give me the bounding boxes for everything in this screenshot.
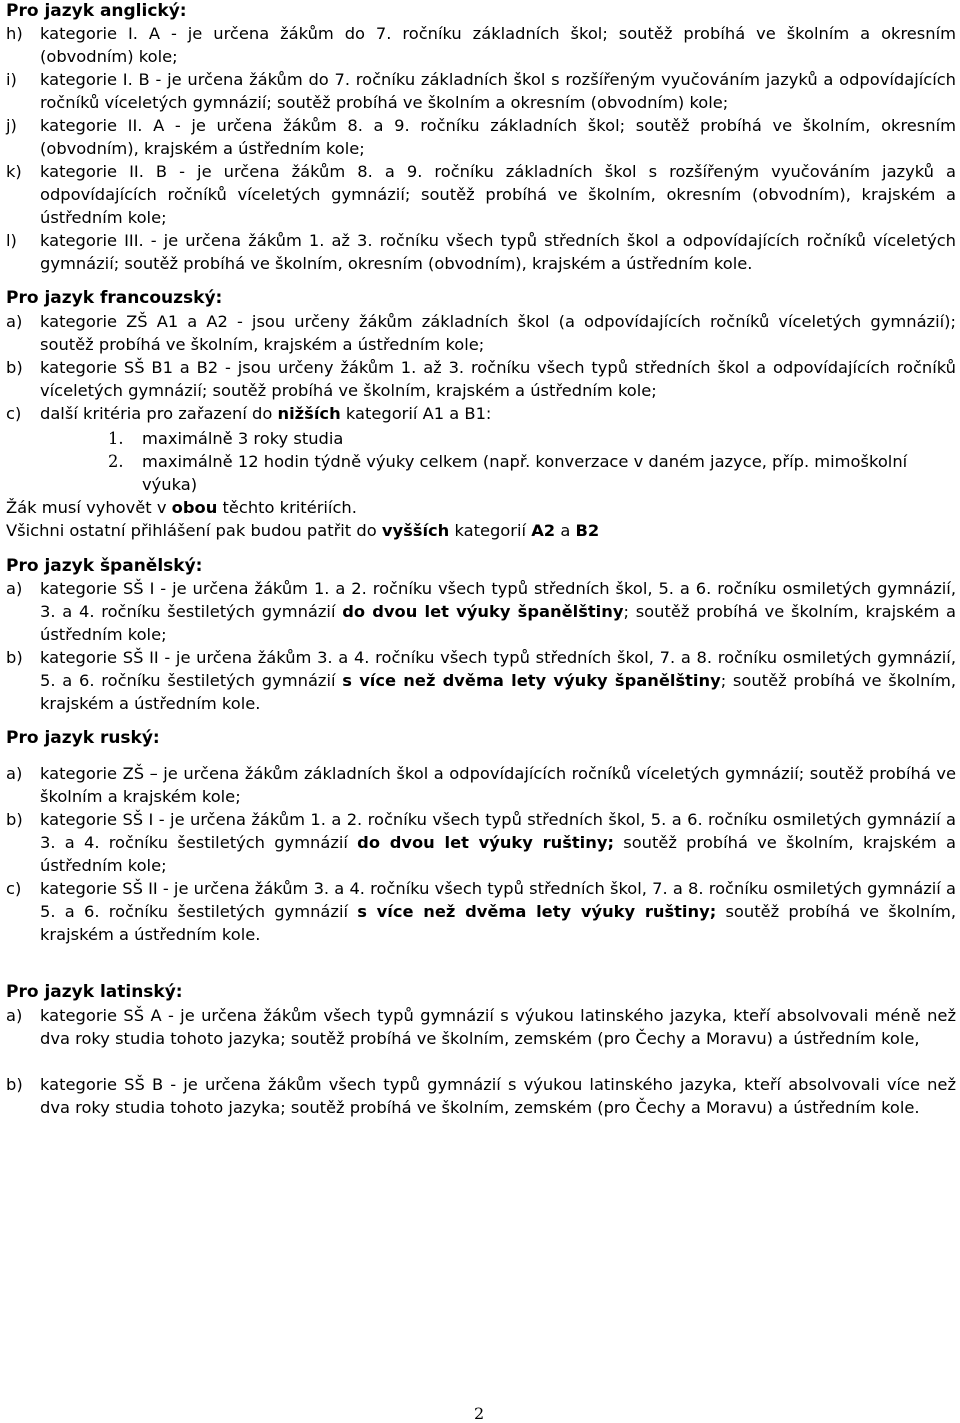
russian-item-b [6,808,956,877]
item-text [40,646,956,715]
russian-item-c [6,877,956,946]
item-text [40,577,956,646]
item-label: a) [6,579,23,598]
page-number: 2 [474,1404,485,1423]
text-part: Všichni ostatní přihlášení pak budou patřit do [6,521,382,540]
text-bold: do dvou let výuky španělštiny [342,602,624,621]
item-text: kategorie II. A - je určena žákům 8. a 9. ročníku základních škol; soutěž probíhá ve školním, okresním (obvodním), krajském a ústředním kole; [40,116,956,158]
latin-item-a [6,1004,956,1050]
item-text [40,402,956,425]
item-label: b) [6,1075,23,1094]
text-bold: A2 [531,521,556,540]
text-bold: s více než dvěma lety výuky ruštiny; [357,902,717,921]
french-note-1 [6,496,357,519]
english-item-j [6,114,956,160]
text-part: ; soutěž probíhá ve školním, krajském a ústředním kole; [40,602,957,644]
criterion-number: 2. [108,452,124,471]
item-text: kategorie SŠ B1 a B2 - jsou určeny žákům 1. až 3. ročníku všech typů středních škol a odpovídajících ročníků víceletých gymnázií; soutěž probíhá ve školním, krajském a ústředním kole; [40,358,956,400]
text-part: kategorie SŠ II - je určena žákům 3. a 4. ročníku všech typů středních škol, 7. a 8. ročníku osmiletých gymnázií, 5. a 6. ročníku šestiletých gymnázií [40,648,956,690]
english-item-l [6,229,956,275]
criterion-number: 1. [108,429,124,448]
item-label: c) [6,879,22,898]
heading-french: Pro jazyk francouzský: [6,288,223,308]
item-label: l) [6,231,17,250]
text-part: kategorie SŠ II - je určena žákům 3. a 4. ročníku všech typů středních škol, 7. a 8. ročníku osmiletých gymnázií a 5. a 6. ročníku šestiletých gymnázií [40,879,956,921]
text-part: těchto kritériích. [217,498,357,517]
item-label: a) [6,1006,23,1025]
text-bold: nižších [277,404,341,423]
text-part: soutěž probíhá ve školním, krajském a ústředním kole. [40,902,956,944]
criterion-1 [108,427,948,450]
spanish-item-a [6,577,956,646]
text-part: a [555,521,576,540]
item-text: kategorie SŠ A - je určena žákům všech typů gymnázií s výukou latinského jazyka, kteří absolvovali méně než dva roky studia tohoto jazyka; soutěž probíhá ve školním, zemském (pro Čechy a Moravu) a ústředním kole, [40,1006,956,1048]
item-label: a) [6,312,23,331]
item-label: a) [6,764,23,783]
text-bold: do dvou let výuky ruštiny; [357,833,614,852]
criterion-2 [108,450,948,496]
item-text: kategorie I. B - je určena žákům do 7. ročníku základních škol s rozšířeným vyučováním jazyků a odpovídajících ročníků víceletých gymnázií; soutěž probíhá ve školním a okresním (obvodním) kole; [40,70,956,112]
item-label: k) [6,162,22,181]
heading-english: Pro jazyk anglický: [6,1,187,21]
text-bold: s více než dvěma lety výuky španělštiny [342,671,721,690]
text-part: soutěž probíhá ve školním, krajském a ústředním kole; [40,833,956,875]
item-text [40,808,956,877]
heading-latin: Pro jazyk latinský: [6,982,183,1002]
text-part: kategorie SŠ I - je určena žákům 1. a 2. ročníku všech typů středních škol, 5. a 6. ročníku osmiletých gymnázií a 3. a 4. ročníku šestiletých gymnázií [40,810,956,852]
text-bold: B2 [575,521,600,540]
text-part: další kritéria pro zařazení do [40,404,278,423]
item-label: c) [6,404,22,423]
item-text: kategorie ZŠ A1 a A2 - jsou určeny žákům základních škol (a odpovídajících ročníků víceletých gymnázií); soutěž probíhá ve školním, krajském a ústředním kole; [40,312,956,354]
item-text [40,877,956,946]
english-item-k [6,160,956,229]
spanish-item-b [6,646,956,715]
english-item-h [6,22,956,68]
heading-spanish: Pro jazyk španělský: [6,556,203,576]
english-item-i [6,68,956,114]
french-item-b [6,356,956,402]
item-label: h) [6,24,23,43]
french-item-c [6,402,956,425]
heading-russian: Pro jazyk ruský: [6,728,160,748]
item-label: b) [6,810,23,829]
text-bold: obou [171,498,218,517]
item-text: kategorie II. B - je určena žákům 8. a 9. ročníku základních škol s rozšířeným vyučováním jazyků a odpovídajících ročníků víceletých gymnázií; soutěž probíhá ve školním, okresním (obvodním), krajském a ústředním kole; [40,162,956,227]
text-bold: vyšších [381,521,450,540]
item-text: kategorie III. - je určena žákům 1. až 3. ročníku všech typů středních škol a odpovídajících ročníků víceletých gymnázií; soutěž probíhá ve školním, okresním (obvodním), krajském a ústředním kole. [40,231,956,273]
french-item-a [6,310,956,356]
item-label: b) [6,648,23,667]
criterion-text: maximálně 12 hodin týdně výuky celkem (např. konverzace v daném jazyce, příp. mimoškolní výuka) [142,452,908,494]
item-text: kategorie SŠ B - je určena žákům všech typů gymnázií s výukou latinského jazyka, kteří absolvovali více než dva roky studia tohoto jazyka; soutěž probíhá ve školním, zemském (pro Čechy a Moravu) a ústředním kole. [40,1075,956,1117]
text-part: ; soutěž probíhá ve školním, krajském a ústředním kole. [40,671,956,713]
latin-item-b [6,1073,956,1119]
item-label: i) [6,70,17,89]
text-part: kategorií [449,521,532,540]
item-text [40,762,956,808]
french-note-2 [6,519,599,542]
text-part: kategorie SŠ I - je určena žákům 1. a 2. ročníku všech typů středních škol, 5. a 6. ročníku osmiletých gymnázií, 3. a 4. ročníku šestiletých gymnázií [40,579,956,621]
item-label: j) [6,116,17,135]
russian-item-a [6,762,956,808]
text-part: Žák musí vyhovět v [6,498,172,517]
item-text: kategorie I. A - je určena žákům do 7. ročníku základních škol; soutěž probíhá ve školním a okresním (obvodním) kole; [40,24,956,66]
text-part: kategorie ZŠ – je určena žákům základních škol a odpovídajících ročníků víceletých gymnázií; soutěž probíhá ve školním a krajském kole; [40,764,956,806]
item-label: b) [6,358,23,377]
text-part: kategorií A1 a B1: [340,404,492,423]
criterion-text: maximálně 3 roky studia [142,429,344,448]
